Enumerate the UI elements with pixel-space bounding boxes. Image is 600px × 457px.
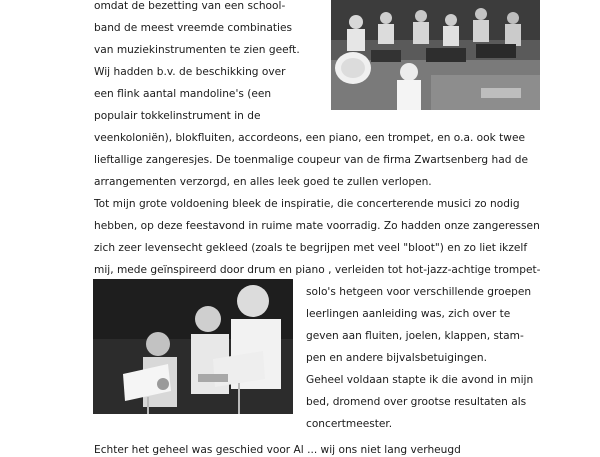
paragraph-2-line: hebben, op deze feestavond in ruime mate voorradig. Zo hadden onze zangeressen: [94, 220, 540, 232]
paragraph-2-line: leerlingen aanleiding was, zich over te: [306, 308, 511, 320]
paragraph-2-line: bed, dromend over grootse resultaten als: [306, 396, 527, 408]
paragraph-2-line: mij, mede geïnspireerd door drum en piano , verleiden tot hot-jazz-achtige trompet-: [94, 264, 541, 276]
paragraph-1-line: Wij hadden b.v. de beschikking over: [94, 66, 286, 78]
paragraph-1-line: veenkoloniën), blokfluiten, accordeons, een piano, een trompet, en o.a. ook twee: [94, 132, 525, 144]
paragraph-2-line: pen en andere bijvalsbetuigingen.: [306, 352, 487, 364]
paragraph-1-line: lieftallige zangeresjes. De toenmalige coupeur van de firma Zwartsenberg had de: [94, 154, 529, 166]
paragraph-1-line: van muziekinstrumenten te zien geeft.: [94, 44, 300, 56]
musicians-photo: [93, 279, 293, 414]
band-photo: [331, 0, 540, 110]
paragraph-2-line: zich zeer levensecht gekleed (zoals te begrijpen met veel "bloot") en zo liet ikzelf: [94, 242, 528, 254]
cut-off-line: Echter het geheel was geschied voor Al ... wij ons niet lang verheugd: [94, 444, 461, 456]
paragraph-1-line: arrangementen verzorgd, en alles leek goed te zullen verlopen.: [94, 176, 432, 188]
paragraph-2-line: Tot mijn grote voldoening bleek de inspiratie, die concerterende musici zo nodig: [94, 198, 520, 210]
paragraph-1-line: populair tokkelinstrument in de: [94, 110, 261, 122]
paragraph-2-line: concertmeester.: [306, 418, 393, 430]
paragraph-2-line: Geheel voldaan stapte ik die avond in mijn: [306, 374, 534, 386]
paragraph-1-line: een flink aantal mandoline's (een: [94, 88, 272, 100]
paragraph-1-line: omdat de bezetting van een school-: [94, 0, 286, 12]
paragraph-2-line: geven aan fluiten, joelen, klappen, stam-: [306, 330, 524, 342]
paragraph-1-line: band de meest vreemde combinaties: [94, 22, 293, 34]
paragraph-2-line: solo's hetgeen voor verschillende groepen: [306, 286, 532, 298]
